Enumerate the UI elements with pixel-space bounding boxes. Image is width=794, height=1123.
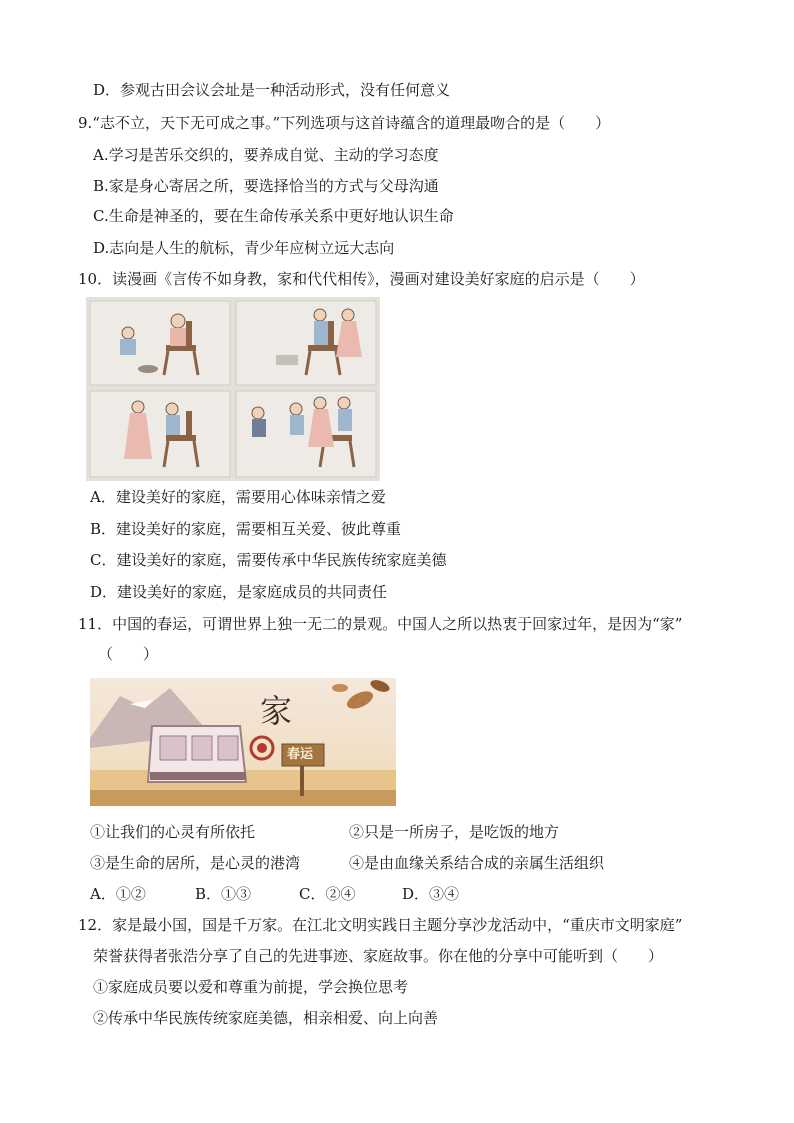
q11-item-2: ②只是一所房子，是吃饭的地方 xyxy=(349,823,560,841)
q10-option-c: C．建设美好的家庭，需要传承中华民族传统家庭美德 xyxy=(90,551,447,569)
q12-item-1: ①家庭成员要以爱和尊重为前提，学会换位思考 xyxy=(93,978,409,996)
q11-item-3: ③是生命的居所，是心灵的港湾 xyxy=(90,854,301,872)
q11-stem-line2: （ ） xyxy=(98,645,159,663)
q11-choice-c: C．②④ xyxy=(299,885,356,903)
train xyxy=(148,726,246,782)
home-character: 家 xyxy=(260,692,293,730)
q12-stem-line1: 12．家是最小国，国是千万家。在江北文明实践日主题分享沙龙活动中，“重庆市文明家庭” xyxy=(78,916,683,934)
q11-choice-b: B．①③ xyxy=(195,885,252,903)
q11-item-1: ①让我们的心灵有所依托 xyxy=(90,823,256,841)
q9-option-a: A.学习是苦乐交织的，要养成自觉、主动的学习态度 xyxy=(93,146,439,164)
q8-option-d: D．参观古田会议会址是一种活动形式，没有任何意义 xyxy=(93,81,451,99)
spring-festival-figure xyxy=(90,678,396,806)
q11-choice-a: A．①② xyxy=(90,885,146,903)
q10-option-b: B．建设美好的家庭，需要相互关爱、彼此尊重 xyxy=(90,520,402,538)
q10-option-d: D．建设美好的家庭，是家庭成员的共同责任 xyxy=(90,583,388,601)
q9-option-c: C.生命是神圣的，要在生命传承关系中更好地认识生命 xyxy=(93,207,454,225)
cartoon-figure xyxy=(86,297,380,481)
q11-choice-d: D．③④ xyxy=(402,885,460,903)
q12-stem-line2: 荣誉获得者张浩分享了自己的先进事迹、家庭故事。你在他的分享中可能听到（ ） xyxy=(93,947,664,965)
q9-stem: 9.“志不立，天下无可成之事。”下列选项与这首诗蕴含的道理最吻合的是（ ） xyxy=(78,114,611,132)
spring-festival-illustration xyxy=(90,678,396,806)
q12-item-2: ②传承中华民族传统家庭美德，相亲相爱、向上向善 xyxy=(93,1009,439,1027)
q10-option-a: A．建设美好的家庭，需要用心体味亲情之爱 xyxy=(90,488,386,506)
q11-item-4: ④是由血缘关系结合成的亲属生活组织 xyxy=(349,854,605,872)
cartoon-illustration xyxy=(86,297,380,481)
q11-stem-line1: 11．中国的春运，可谓世界上独一无二的景观。中国人之所以热衷于回家过年，是因为“家” xyxy=(78,615,683,633)
q9-option-d: D.志向是人生的航标，青少年应树立远大志向 xyxy=(93,239,395,257)
q9-option-b: B.家是身心寄居之所，要选择恰当的方式与父母沟通 xyxy=(93,177,439,195)
spring-travel-sign: 春运 xyxy=(287,747,314,762)
q10-stem: 10．读漫画《言传不如身教，家和代代相传》，漫画对建设美好家庭的启示是（ ） xyxy=(78,270,645,288)
